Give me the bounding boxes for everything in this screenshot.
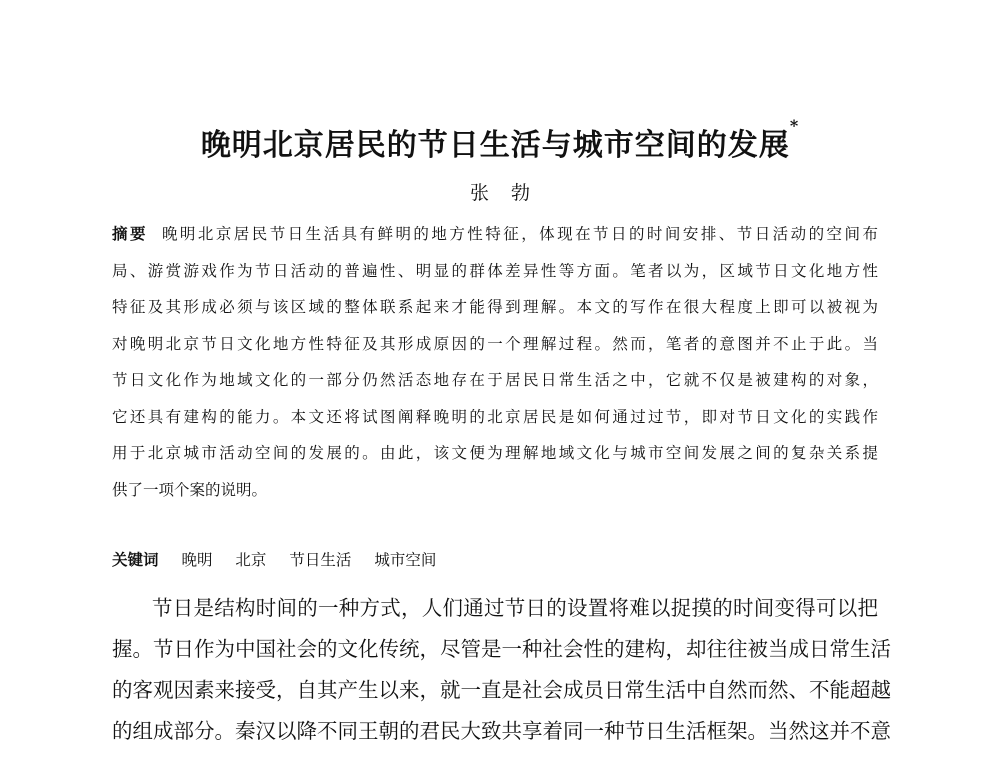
body-line: 的客观因素来接受，自其产生以来，就一直是社会成员日常生活中自然而然、不能超越 — [112, 678, 891, 702]
abstract-line: 局、游赏游戏作为节日活动的普遍性、明显的群体差异性等方面。笔者以为，区域节日文化地方性 — [112, 261, 878, 280]
abstract-line: 节日文化作为地域文化的一部分仍然活态地存在于居民日常生活之中，它就不仅是被建构的对象， — [112, 371, 878, 389]
abstract-line: 用于北京城市活动空间的发展的。由此，该文便为理解地域文化与城市空间发展之间的复杂关系提 — [112, 444, 878, 462]
paper-title-text: 晚明北京居民的节日生活与城市空间的发展 — [200, 128, 790, 163]
keyword: 节日生活 — [289, 551, 352, 569]
keywords-label: 关键词 — [112, 550, 159, 569]
body-line: 节日是结构时间的一种方式，人们通过节日的设置将难以捉摸的时间变得可以把 — [152, 596, 878, 620]
abstract-line: 供了一项个案的说明。 — [112, 480, 268, 499]
paper-author: 张勃 — [469, 182, 552, 204]
abstract-label: 摘要 — [112, 224, 148, 243]
abstract-block — [112, 216, 878, 508]
keywords-block — [112, 548, 878, 570]
abstract-line-text: 晚明北京居民节日生活具有鲜明的地方性特征，体现在节日的时间安排、节日活动的空间布 — [161, 225, 878, 243]
body-paragraph — [112, 588, 891, 752]
abstract-line: 对晚明北京节日文化地方性特征及其形成原因的一个理解过程。然而，笔者的意图并不止于此。当 — [112, 334, 878, 353]
title-footnote-mark: * — [789, 116, 800, 135]
body-line: 的组成部分。秦汉以降不同王朝的君民大致共享着同一种节日生活框架。当然这并不意 — [112, 719, 891, 743]
keyword: 北京 — [235, 551, 267, 569]
keyword: 晚明 — [181, 551, 213, 569]
keyword: 城市空间 — [374, 551, 437, 569]
paper-title — [0, 116, 1000, 164]
abstract-line: 特征及其形成必须与该区域的整体联系起来才能得到理解。本文的写作在很大程度上即可以被视为 — [112, 298, 878, 316]
abstract-line — [112, 216, 878, 253]
abstract-line: 它还具有建构的能力。本文还将试图阐释晚明的北京居民是如何通过过节，即对节日文化的实践作 — [112, 407, 878, 426]
body-line: 握。节日作为中国社会的文化传统，尽管是一种社会性的建构，却往往被当成日常生活 — [112, 637, 891, 661]
